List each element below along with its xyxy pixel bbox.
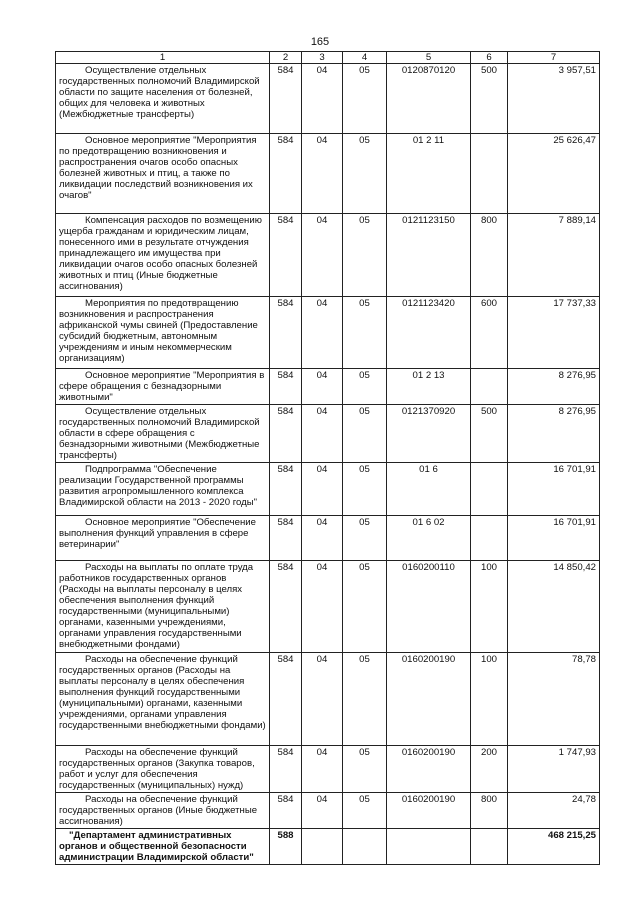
row-sum: 14 850,42 [508, 561, 600, 653]
row-pr: 05 [343, 653, 387, 746]
row-rz: 04 [302, 746, 343, 793]
row-pr: 05 [343, 516, 387, 561]
row-description: Мероприятия по предотвращению возникновения и распространения африканской чумы свиней (Предоставление субсидий бюджетным, автономным учреждениям и иным некоммерческим организациям) [56, 297, 270, 369]
row-description: Расходы на обеспечение функций государственных органов (Закупка товаров, работ и услуг для обеспечения государственных (муниципальных) нужд) [56, 746, 270, 793]
table-row [56, 369, 600, 405]
column-header: 5 [387, 52, 471, 64]
row-ved: 584 [270, 516, 302, 561]
row-ved: 584 [270, 369, 302, 405]
row-sum: 24,78 [508, 793, 600, 829]
row-csr: 0120870120 [387, 64, 471, 134]
row-pr [343, 829, 387, 865]
table-header-row [56, 52, 600, 64]
row-rz: 04 [302, 653, 343, 746]
row-ved: 584 [270, 463, 302, 516]
row-csr: 0121123150 [387, 214, 471, 297]
row-rz: 04 [302, 64, 343, 134]
row-ved: 584 [270, 653, 302, 746]
column-header: 2 [270, 52, 302, 64]
row-vr: 100 [471, 561, 508, 653]
row-description: "Департамент административных органов и общественной безопасности администрации Владимирской области" [56, 829, 270, 865]
row-pr: 05 [343, 214, 387, 297]
column-header: 6 [471, 52, 508, 64]
budget-table [55, 51, 600, 865]
row-sum: 16 701,91 [508, 463, 600, 516]
row-description: Осуществление отдельных государственных полномочий Владимирской области по защите населения от болезней, общих для человека и животных (Межбюджетные трансферты) [56, 64, 270, 134]
row-description: Компенсация расходов по возмещению ущерба гражданам и юридическим лицам, понесенного ими в результате отчуждения принадлежащего им имущества при ликвидации очагов особо опасных болезней животных и птиц (Иные бюджетные ассигнования) [56, 214, 270, 297]
page-number: 165 [310, 36, 330, 48]
row-sum: 8 276,95 [508, 369, 600, 405]
row-description: Расходы на обеспечение функций государственных органов (Иные бюджетные ассигнования) [56, 793, 270, 829]
row-pr: 05 [343, 64, 387, 134]
row-ved: 584 [270, 746, 302, 793]
row-csr: 0121370920 [387, 405, 471, 463]
column-header: 3 [302, 52, 343, 64]
row-sum: 25 626,47 [508, 134, 600, 214]
row-rz: 04 [302, 561, 343, 653]
row-csr: 01 2 13 [387, 369, 471, 405]
table-row [56, 134, 600, 214]
row-rz: 04 [302, 405, 343, 463]
row-csr [387, 829, 471, 865]
row-csr: 01 2 11 [387, 134, 471, 214]
row-sum: 8 276,95 [508, 405, 600, 463]
table-row [56, 793, 600, 829]
table-row [56, 653, 600, 746]
table-row [56, 405, 600, 463]
row-sum: 3 957,51 [508, 64, 600, 134]
table-row [56, 561, 600, 653]
row-rz: 04 [302, 369, 343, 405]
row-pr: 05 [343, 746, 387, 793]
row-rz: 04 [302, 793, 343, 829]
row-description: Расходы на выплаты по оплате труда работников государственных органов (Расходы на выплаты персоналу в целях обеспечения выполнения функций государственными (муниципальными) органами, казенными учреждениями, органами управления государственными внебюджетными фондами) [56, 561, 270, 653]
row-ved: 584 [270, 297, 302, 369]
row-vr: 200 [471, 746, 508, 793]
row-vr: 800 [471, 793, 508, 829]
column-header: 7 [508, 52, 600, 64]
row-pr: 05 [343, 463, 387, 516]
table-row [56, 64, 600, 134]
row-pr: 05 [343, 297, 387, 369]
table-row [56, 516, 600, 561]
row-vr: 600 [471, 297, 508, 369]
column-header: 1 [56, 52, 270, 64]
row-ved: 584 [270, 561, 302, 653]
row-pr: 05 [343, 405, 387, 463]
row-rz [302, 829, 343, 865]
row-rz: 04 [302, 516, 343, 561]
row-sum: 16 701,91 [508, 516, 600, 561]
row-pr: 05 [343, 369, 387, 405]
row-ved: 584 [270, 405, 302, 463]
row-rz: 04 [302, 214, 343, 297]
table-row [56, 214, 600, 297]
row-rz: 04 [302, 297, 343, 369]
row-sum: 1 747,93 [508, 746, 600, 793]
table-row-department-total [56, 829, 600, 865]
column-header: 4 [343, 52, 387, 64]
row-description: Осуществление отдельных государственных полномочий Владимирской области в сфере обращения с безнадзорными животными (Межбюджетные трансферты) [56, 405, 270, 463]
row-vr: 500 [471, 405, 508, 463]
row-csr: 01 6 02 [387, 516, 471, 561]
row-rz: 04 [302, 134, 343, 214]
row-sum: 468 215,25 [508, 829, 600, 865]
row-vr: 100 [471, 653, 508, 746]
row-description: Основное мероприятие "Обеспечение выполнения функций управления в сфере ветеринарии" [56, 516, 270, 561]
row-csr: 0160200110 [387, 561, 471, 653]
row-csr: 0160200190 [387, 793, 471, 829]
row-vr [471, 463, 508, 516]
row-pr: 05 [343, 793, 387, 829]
row-vr [471, 369, 508, 405]
row-vr [471, 516, 508, 561]
row-ved: 588 [270, 829, 302, 865]
row-ved: 584 [270, 214, 302, 297]
table-row [56, 463, 600, 516]
row-vr: 500 [471, 64, 508, 134]
row-sum: 7 889,14 [508, 214, 600, 297]
row-vr [471, 134, 508, 214]
row-csr: 01 6 [387, 463, 471, 516]
row-ved: 584 [270, 793, 302, 829]
row-rz: 04 [302, 463, 343, 516]
row-description: Подпрограмма "Обеспечение реализации Государственной программы развития агропромышленного комплекса Владимирской области на 2013 - 2020 годы" [56, 463, 270, 516]
row-pr: 05 [343, 561, 387, 653]
row-csr: 0121123420 [387, 297, 471, 369]
row-pr: 05 [343, 134, 387, 214]
row-description: Основное мероприятие "Мероприятия по предотвращению возникновения и распространения очагов особо опасных болезней животных и птиц, а также по ликвидации последствий возникновения их очагов" [56, 134, 270, 214]
row-vr [471, 829, 508, 865]
table-row [56, 746, 600, 793]
row-ved: 584 [270, 134, 302, 214]
table-row [56, 297, 600, 369]
row-csr: 0160200190 [387, 653, 471, 746]
row-description: Расходы на обеспечение функций государственных органов (Расходы на выплаты персоналу в целях обеспечения выполнения функций государственными (муниципальными) органами, казенными учреждениями, органами управления государственными внебюджетными фондами) [56, 653, 270, 746]
row-sum: 17 737,33 [508, 297, 600, 369]
row-vr: 800 [471, 214, 508, 297]
row-description: Основное мероприятие "Мероприятия в сфере обращения с безнадзорными животными" [56, 369, 270, 405]
row-csr: 0160200190 [387, 746, 471, 793]
row-sum: 78,78 [508, 653, 600, 746]
row-ved: 584 [270, 64, 302, 134]
